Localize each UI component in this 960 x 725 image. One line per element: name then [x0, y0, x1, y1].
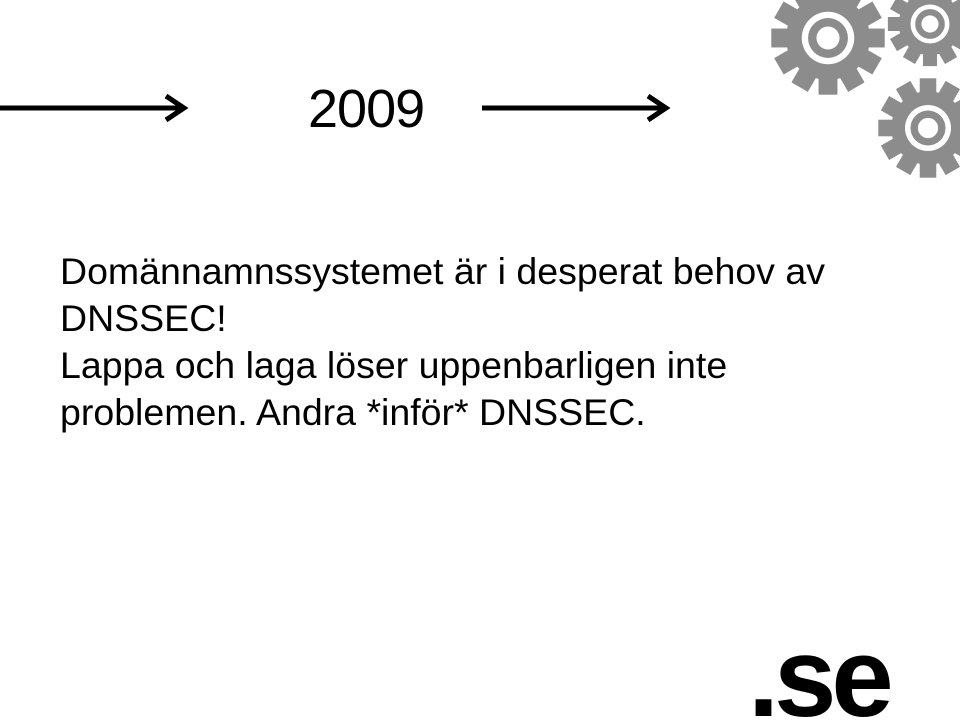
right-arrow-icon: [482, 93, 674, 123]
slide-body: [60, 248, 920, 436]
slide-year-title: 2009: [308, 79, 425, 139]
body-paragraph: Lappa och laga löser uppenbarligen inte problemen. Andra *inför* DNSSEC.: [60, 344, 728, 433]
body-paragraph: Domännamnssystemet är i desperat behov av DNSSEC!: [60, 250, 825, 339]
gears-icon: [748, 0, 960, 186]
right-arrow-icon: [0, 93, 192, 123]
se-logo: .se: [748, 615, 889, 725]
